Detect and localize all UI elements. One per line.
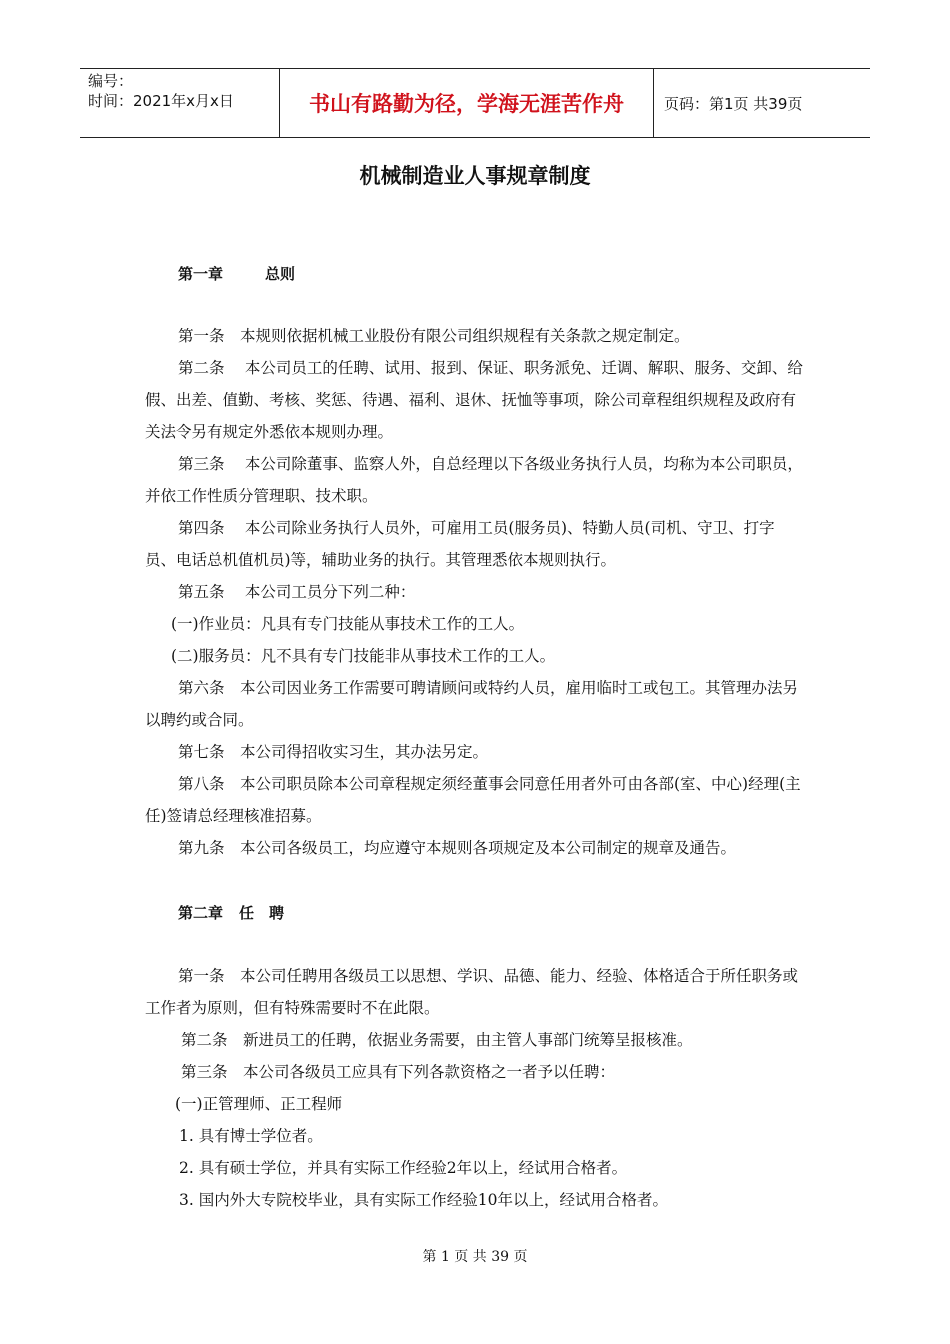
article-1: 第一条 本规则依据机械工业股份有限公司组织规程有关条款之规定制定。	[178, 327, 690, 345]
ch2-subitem-2: 2. 具有硕士学位，并具有实际工作经验2年以上，经试用合格者。	[179, 1159, 628, 1177]
ch2-article-2: 第二条 新进员工的任聘，依据业务需要，由主管人事部门统筹呈报核准。	[181, 1031, 693, 1049]
ch2-subitem-1: 1. 具有博士学位者。	[179, 1127, 323, 1145]
header-info-cell	[80, 69, 280, 137]
chapter-1-name: 总则	[265, 265, 296, 283]
chapter-1-heading	[178, 263, 295, 284]
ch2-article-1: 第一条 本公司任聘用各级员工以思想、学识、品德、能力、经验、体格适合于所任职务或工作者为原则，但有特殊需要时不在此限。	[145, 967, 799, 1017]
chapter-2-name: 任 聘	[239, 904, 285, 922]
document-title: 机械制造业人事规章制度	[359, 164, 591, 188]
article-3: 第三条 本公司除董事、监察人外，自总经理以下各级业务执行人员，均称为本公司职员，并依工作性质分管理职、技术职。	[145, 455, 803, 505]
chapter-1-body	[145, 320, 805, 864]
ch2-item-1: (一)正管理师、正工程师	[175, 1095, 343, 1113]
ch2-article-3: 第三条 本公司各级员工应具有下列各款资格之一者予以任聘：	[181, 1063, 616, 1081]
article-7: 第七条 本公司得招收实习生，其办法另定。	[178, 743, 489, 761]
article-6: 第六条 本公司因业务工作需要可聘请顾问或特约人员，雇用临时工或包工。其管理办法另以聘约或合同。	[145, 679, 799, 729]
article-5: 第五条 本公司工员分下列二种：	[178, 583, 416, 601]
header-page-info: 页码：第1页 共39页	[664, 94, 803, 113]
chapter-1-label: 第一章	[178, 265, 224, 283]
article-5-item-1: (一)作业员：凡具有专门技能从事技术工作的工人。	[171, 615, 525, 633]
article-5-item-2: (二)服务员：凡不具有专门技能非从事技术工作的工人。	[171, 647, 556, 665]
article-8: 第八条 本公司职员除本公司章程规定须经董事会同意任用者外可由各部(室、中心)经理(主任)签请总经理核准招募。	[145, 775, 801, 825]
article-2: 第二条 本公司员工的任聘、试用、报到、保证、职务派免、迁调、解职、服务、交卸、给假、出差、值勤、考核、奖惩、待遇、福利、退休、抚恤等事项，除公司章程组织规程及政府有关法令另有规定外悉依本规则办理。	[145, 359, 803, 441]
page-footer: 第 1 页 共 39 页	[422, 1249, 528, 1265]
article-4: 第四条 本公司除业务执行人员外，可雇用工员(服务员)、特勤人员(司机、守卫、打字员、电话总机值机员)等，辅助业务的执行。其管理悉依本规则执行。	[145, 519, 775, 569]
header-table	[80, 68, 870, 138]
chapter-2-body	[145, 960, 805, 1216]
chapter-2-label: 第二章	[178, 904, 224, 922]
article-9: 第九条 本公司各级员工，均应遵守本规则各项规定及本公司制定的规章及通告。	[178, 839, 737, 857]
document-number-label: 编号：	[88, 72, 134, 90]
ch2-subitem-3: 3. 国内外大专院校毕业，具有实际工作经验10年以上，经试用合格者。	[179, 1191, 668, 1209]
header-motto: 书山有路勤为径，学海无涯苦作舟	[280, 69, 654, 137]
document-date: 时间：2021年x月x日	[88, 92, 234, 110]
chapter-2-heading	[178, 902, 284, 923]
